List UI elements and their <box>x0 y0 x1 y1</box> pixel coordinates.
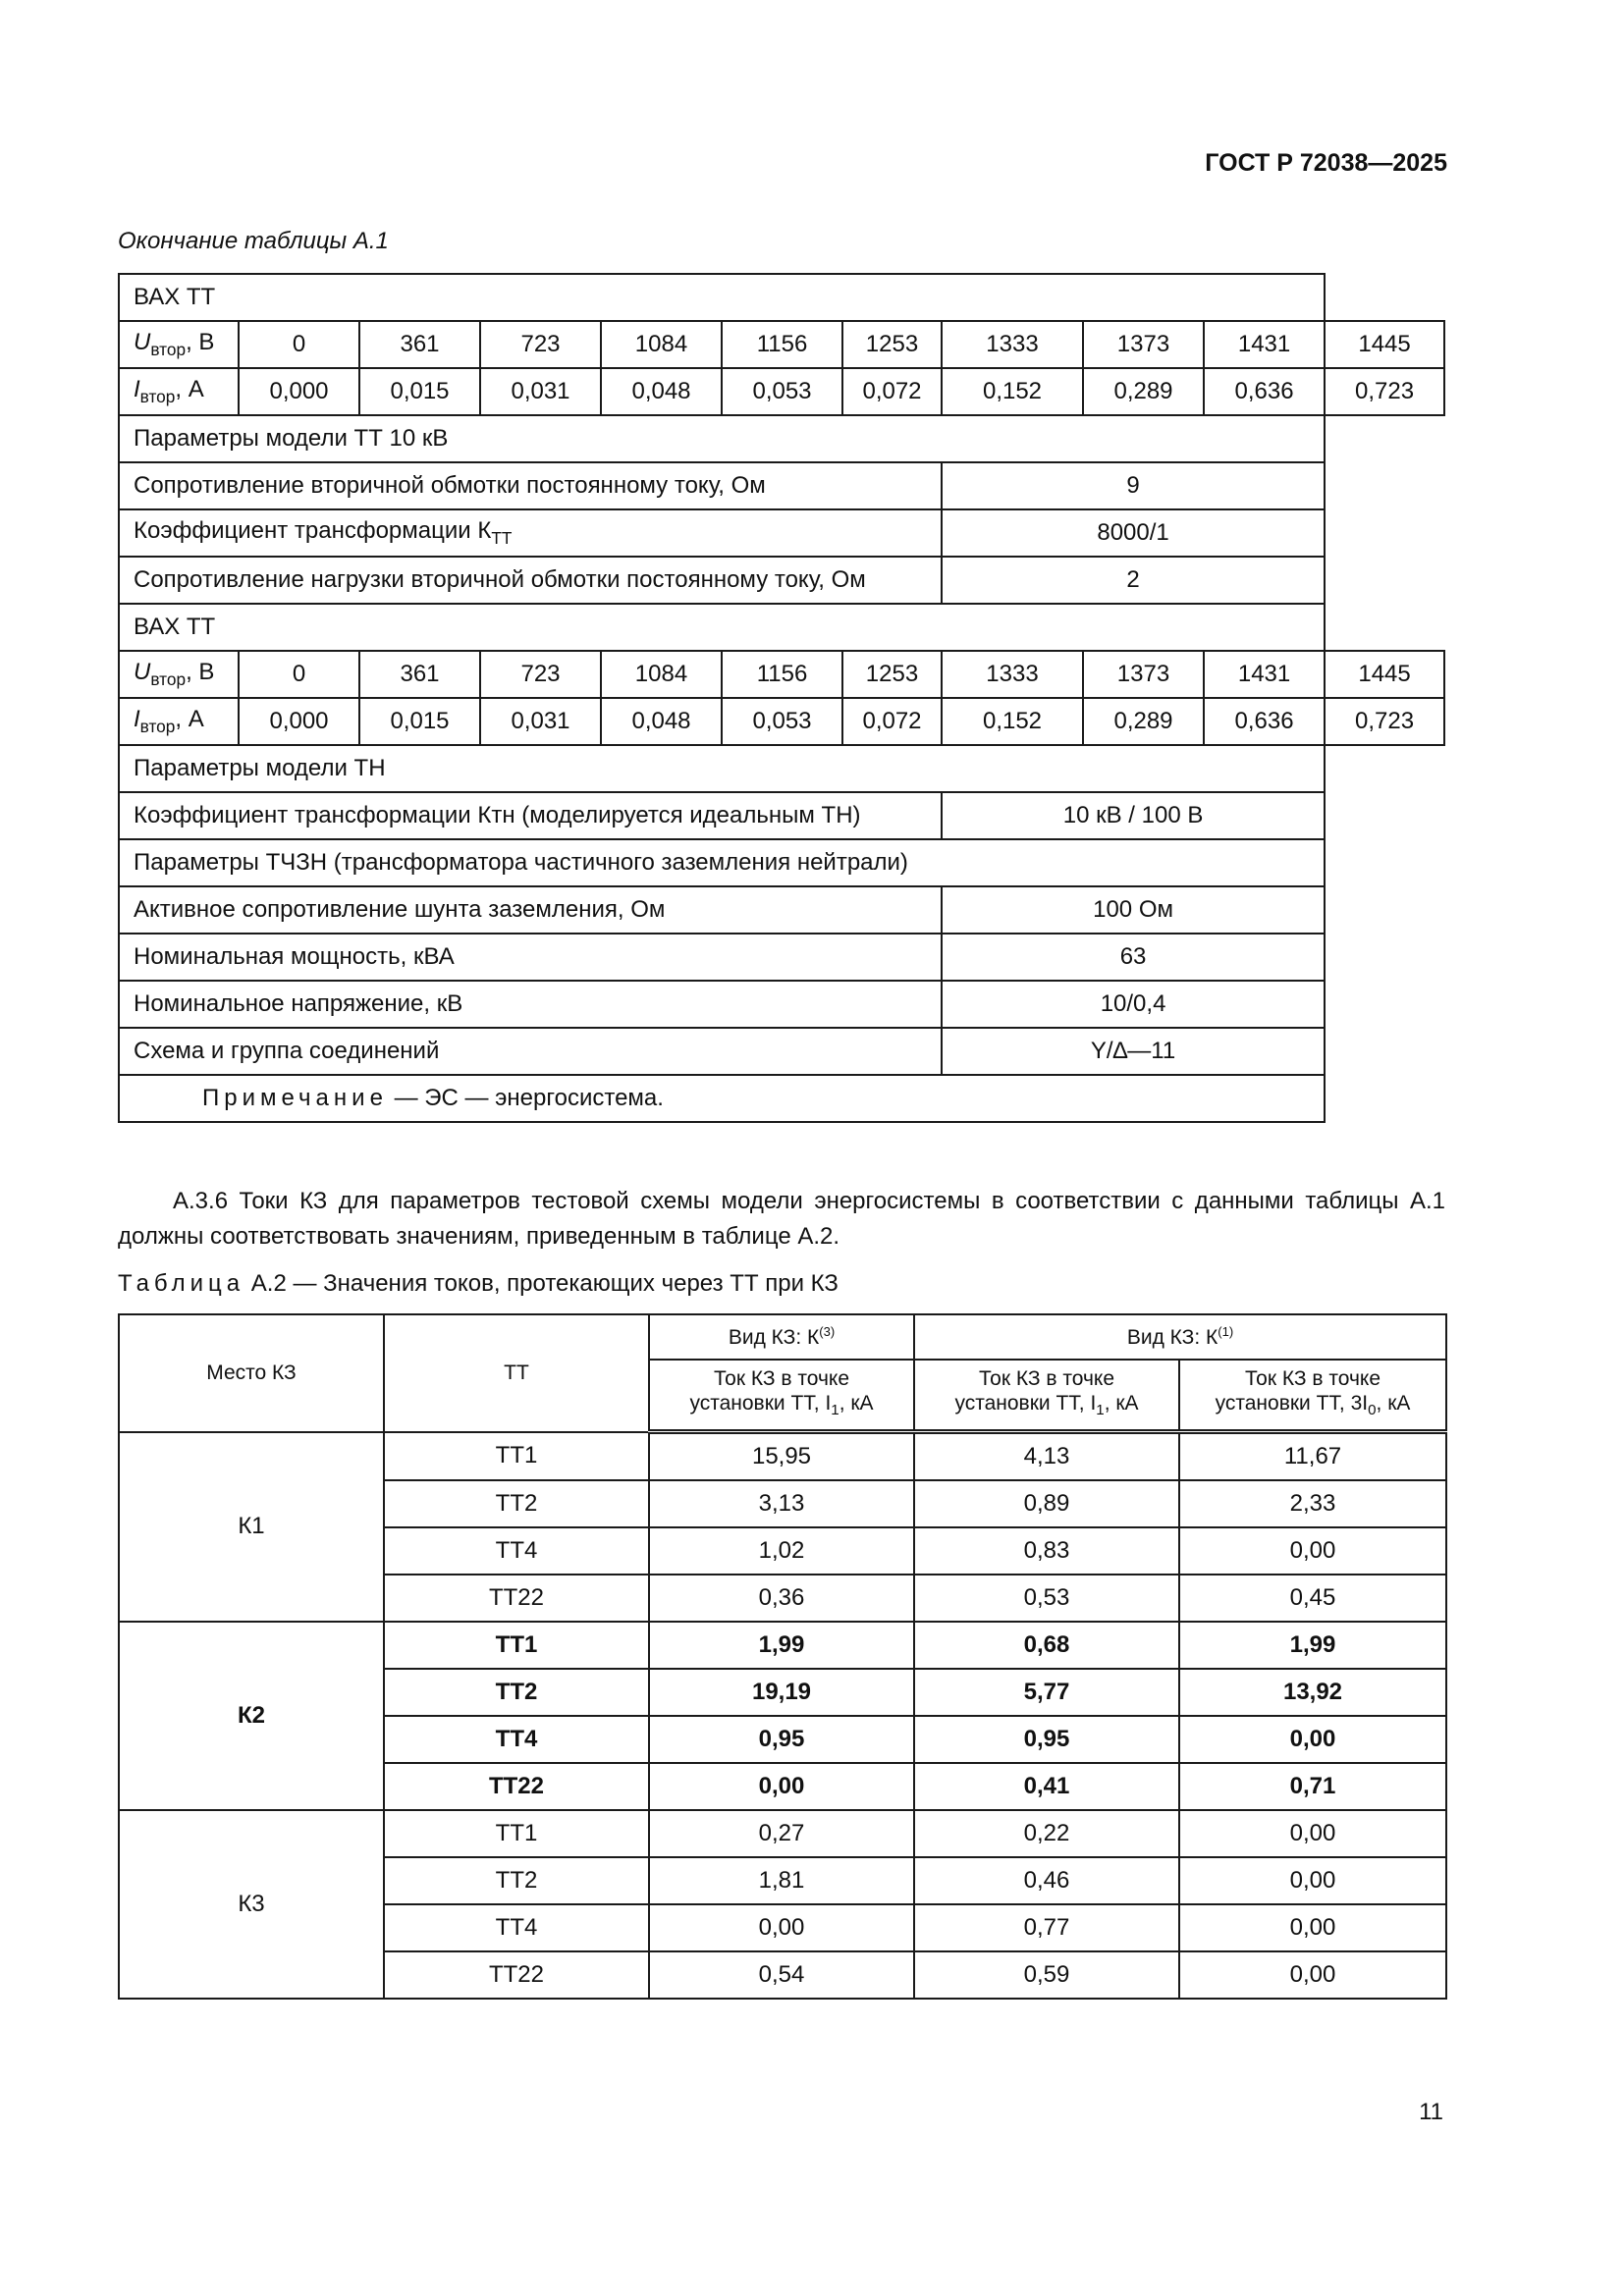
i-value: 0,048 <box>601 368 722 415</box>
current-value: 3,13 <box>649 1480 914 1527</box>
u-value: 361 <box>359 651 480 698</box>
i-value: 0,636 <box>1204 368 1325 415</box>
i-value: 0,031 <box>480 698 601 745</box>
param-value: 10/0,4 <box>942 981 1325 1028</box>
current-value: 0,77 <box>914 1904 1179 1951</box>
u-value: 361 <box>359 321 480 368</box>
param-label: Активное сопротивление шунта заземления, Ом <box>119 886 942 934</box>
u-value: 1084 <box>601 651 722 698</box>
current-value: 0,27 <box>649 1810 914 1857</box>
i-label: $I_{втор}$, А <box>119 698 239 745</box>
i-value: 0,072 <box>842 368 942 415</box>
current-value: 13,92 <box>1179 1669 1446 1716</box>
current-value: 0,53 <box>914 1575 1179 1622</box>
param-value: 100 Ом <box>942 886 1325 934</box>
current-value: 0,68 <box>914 1622 1179 1669</box>
param-label: Сопротивление вторичной обмотки постоянному току, Ом <box>119 462 942 509</box>
current-value: 11,67 <box>1179 1432 1446 1481</box>
table-a2 <box>118 1313 1447 2000</box>
table-row <box>119 1810 1446 1857</box>
param-value: Y/∆—11 <box>942 1028 1325 1075</box>
u-value: 1373 <box>1083 651 1204 698</box>
table-a1-continuation-caption: Окончание таблицы А.1 <box>118 228 389 254</box>
tt-name: ТТ2 <box>384 1857 649 1904</box>
i-value: 0,000 <box>239 368 359 415</box>
u-value: 1253 <box>842 321 942 368</box>
u-label: $U_{втор}$, В <box>119 321 239 368</box>
u-value: 1431 <box>1204 651 1325 698</box>
u-value: 1084 <box>601 321 722 368</box>
current-value: 0,00 <box>649 1763 914 1810</box>
current-value: 0,89 <box>914 1480 1179 1527</box>
tchzn-section-title: Параметры ТЧЗН (трансформатора частичного заземления нейтрали) <box>119 839 1325 886</box>
param-label: Номинальное напряжение, кВ <box>119 981 942 1028</box>
header-place: Место КЗ <box>119 1314 384 1432</box>
current-value: 0,45 <box>1179 1575 1446 1622</box>
vax-title: ВАХ ТТ <box>119 274 1325 321</box>
current-value: 0,00 <box>1179 1716 1446 1763</box>
current-value: 1,81 <box>649 1857 914 1904</box>
current-value: 1,99 <box>1179 1622 1446 1669</box>
header-col3: Ток КЗ в точке установки ТТ, $3I_0$, кА <box>1179 1360 1446 1432</box>
current-value: 0,00 <box>1179 1904 1446 1951</box>
i-value: 0,000 <box>239 698 359 745</box>
table-row <box>119 1432 1446 1481</box>
table-a1 <box>118 273 1445 1123</box>
i-value: 0,015 <box>359 698 480 745</box>
current-value: 0,00 <box>1179 1951 1446 1999</box>
u-value: 1253 <box>842 651 942 698</box>
current-value: 0,36 <box>649 1575 914 1622</box>
tt-name: ТТ2 <box>384 1669 649 1716</box>
u-label: $U_{втор}$, В <box>119 651 239 698</box>
fault-place: К1 <box>119 1432 384 1623</box>
vax-i-row <box>119 368 1444 415</box>
u-value: 1333 <box>942 321 1083 368</box>
paragraph-a36: А.3.6 Токи КЗ для параметров тестовой схемы модели энергосистемы в соответствии с данными таблицы А.1 должны соответствовать значениям, приведенным в таблице А.2. <box>118 1188 1445 1250</box>
u-value: 0 <box>239 651 359 698</box>
u-value: 1431 <box>1204 321 1325 368</box>
vax-i-row <box>119 698 1444 745</box>
tt-name: ТТ4 <box>384 1904 649 1951</box>
tt-name: ТТ1 <box>384 1810 649 1857</box>
current-value: 0,46 <box>914 1857 1179 1904</box>
i-value: 0,015 <box>359 368 480 415</box>
param-label: Схема и группа соединений <box>119 1028 942 1075</box>
current-value: 0,83 <box>914 1527 1179 1575</box>
u-value: 1373 <box>1083 321 1204 368</box>
param-value: 8000/1 <box>942 509 1325 557</box>
tt-name: ТТ2 <box>384 1480 649 1527</box>
current-value: 2,33 <box>1179 1480 1446 1527</box>
param-value: 10 кВ / 100 В <box>942 792 1325 839</box>
header-col1: Ток КЗ в точке установки ТТ, $I_1$, кА <box>649 1360 914 1432</box>
table-row <box>119 1622 1446 1669</box>
param-label: Сопротивление нагрузки вторичной обмотки постоянному току, Ом <box>119 557 942 604</box>
i-value: 0,031 <box>480 368 601 415</box>
param-value: 63 <box>942 934 1325 981</box>
u-value: 723 <box>480 651 601 698</box>
tt-name: ТТ4 <box>384 1716 649 1763</box>
header-col2: Ток КЗ в точке установки ТТ, $I_1$, кА <box>914 1360 1179 1432</box>
current-value: 5,77 <box>914 1669 1179 1716</box>
table-note: Примечание — ЭС — энергосистема. <box>119 1075 1325 1122</box>
u-value: 1333 <box>942 651 1083 698</box>
i-value: 0,152 <box>942 698 1083 745</box>
page-number: 11 <box>1419 2099 1443 2125</box>
current-value: 19,19 <box>649 1669 914 1716</box>
i-value: 0,053 <box>722 698 842 745</box>
tn-section-title: Параметры модели ТН <box>119 745 1325 792</box>
tt-name: ТТ4 <box>384 1527 649 1575</box>
i-value: 0,053 <box>722 368 842 415</box>
u-value: 1156 <box>722 321 842 368</box>
current-value: 0,54 <box>649 1951 914 1999</box>
header-k1: Вид КЗ: $К^{(1)}$ <box>914 1314 1446 1360</box>
i-value: 0,289 <box>1083 368 1204 415</box>
param-value: 2 <box>942 557 1325 604</box>
table-a2-caption: Таблица А.2 — Значения токов, протекающих через ТТ при КЗ <box>118 1270 839 1297</box>
u-value: 0 <box>239 321 359 368</box>
header-tt: ТТ <box>384 1314 649 1432</box>
i-value: 0,636 <box>1204 698 1325 745</box>
param-label: Коэффициент трансформации Ктн (моделируется идеальным ТН) <box>119 792 942 839</box>
current-value: 4,13 <box>914 1432 1179 1481</box>
tt-name: ТТ22 <box>384 1763 649 1810</box>
i-value: 0,289 <box>1083 698 1204 745</box>
tt10-section-title: Параметры модели ТТ 10 кВ <box>119 415 1325 462</box>
vax-title: ВАХ ТТ <box>119 604 1325 651</box>
u-value: 1445 <box>1325 321 1444 368</box>
current-value: 0,41 <box>914 1763 1179 1810</box>
current-value: 1,99 <box>649 1622 914 1669</box>
vax-u-row <box>119 651 1444 698</box>
param-label: Номинальная мощность, кВА <box>119 934 942 981</box>
fault-place: К2 <box>119 1622 384 1810</box>
current-value: 0,00 <box>1179 1527 1446 1575</box>
param-label: Коэффициент трансформации $К_{ТТ}$ <box>119 509 942 557</box>
current-value: 0,71 <box>1179 1763 1446 1810</box>
current-value: 0,59 <box>914 1951 1179 1999</box>
i-value: 0,152 <box>942 368 1083 415</box>
u-value: 723 <box>480 321 601 368</box>
i-value: 0,723 <box>1325 368 1444 415</box>
tt-name: ТТ1 <box>384 1622 649 1669</box>
current-value: 0,95 <box>649 1716 914 1763</box>
u-value: 1445 <box>1325 651 1444 698</box>
header-k3: Вид КЗ: $К^{(3)}$ <box>649 1314 914 1360</box>
vax-u-row <box>119 321 1444 368</box>
param-value: 9 <box>942 462 1325 509</box>
tt-name: ТТ22 <box>384 1951 649 1999</box>
i-label: $I_{втор}$, А <box>119 368 239 415</box>
i-value: 0,723 <box>1325 698 1444 745</box>
tt-name: ТТ22 <box>384 1575 649 1622</box>
current-value: 0,22 <box>914 1810 1179 1857</box>
current-value: 1,02 <box>649 1527 914 1575</box>
current-value: 0,00 <box>649 1904 914 1951</box>
document-code: ГОСТ Р 72038—2025 <box>1205 149 1447 177</box>
u-value: 1156 <box>722 651 842 698</box>
i-value: 0,072 <box>842 698 942 745</box>
fault-place: К3 <box>119 1810 384 1999</box>
current-value: 0,00 <box>1179 1810 1446 1857</box>
current-value: 0,95 <box>914 1716 1179 1763</box>
current-value: 15,95 <box>649 1432 914 1481</box>
current-value: 0,00 <box>1179 1857 1446 1904</box>
tt-name: ТТ1 <box>384 1432 649 1481</box>
i-value: 0,048 <box>601 698 722 745</box>
